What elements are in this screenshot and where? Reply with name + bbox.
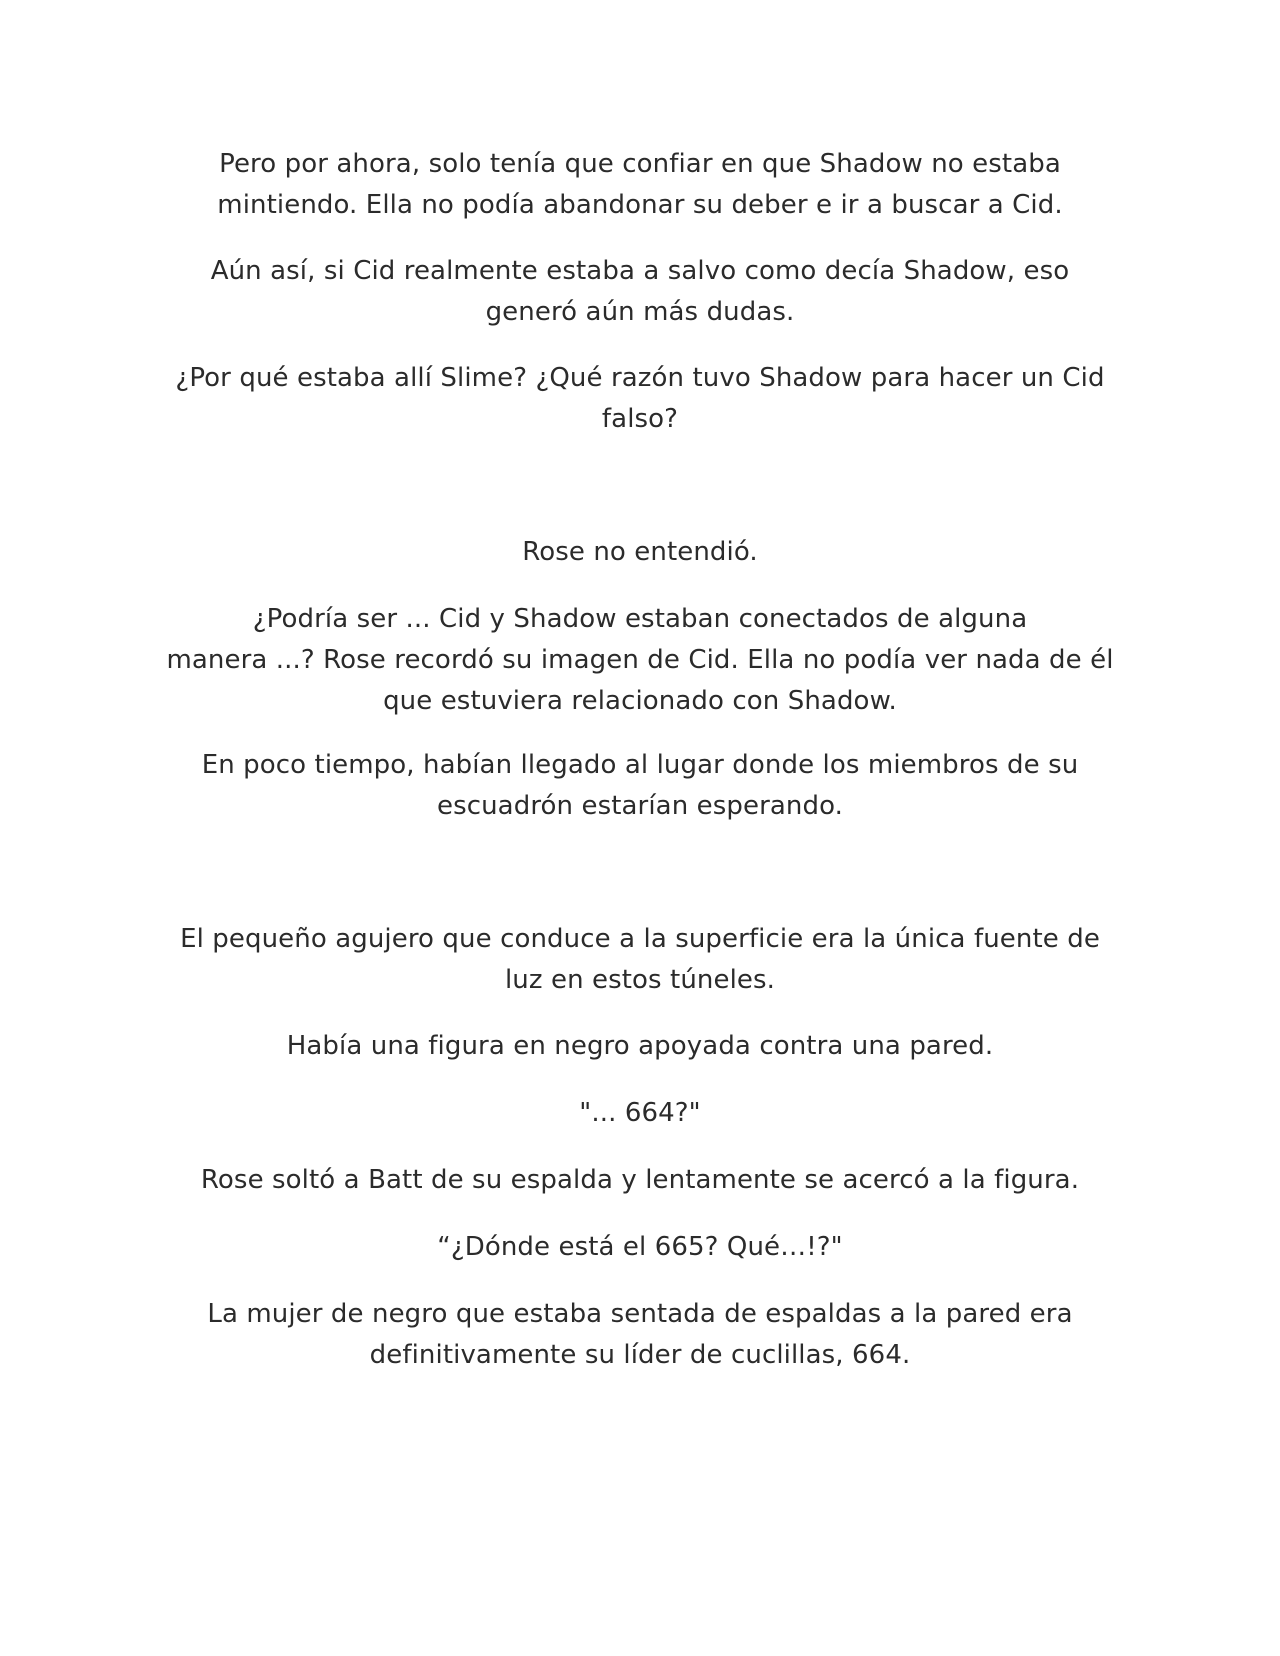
- text-line: manera ...? Rose recordó su imagen de Cid. Ella no podía ver nada de él: [166, 645, 1114, 675]
- text-line: ¿Podría ser ... Cid y Shadow estaban conectados de alguna: [252, 604, 1028, 634]
- text-line: Aún así, si Cid realmente estaba a salvo como decía Shadow, eso: [210, 256, 1070, 286]
- text-line: definitivamente su líder de cuclillas, 664.: [369, 1340, 911, 1370]
- text-line: Rose soltó a Batt de su espalda y lentamente se acercó a la figura.: [200, 1165, 1080, 1195]
- paragraph-2: [160, 251, 1120, 333]
- text-line: "... 664?": [579, 1098, 701, 1128]
- paragraph-8: [160, 1026, 1120, 1067]
- text-line: Pero por ahora, solo tenía que confiar en que Shadow no estaba: [219, 149, 1061, 179]
- paragraph-3: [160, 358, 1120, 440]
- paragraph-10: [160, 1160, 1120, 1201]
- text-line: generó aún más dudas.: [485, 297, 795, 327]
- paragraph-6: [160, 745, 1120, 827]
- paragraph-11: [160, 1227, 1120, 1268]
- text-line: El pequeño agujero que conduce a la superficie era la única fuente de: [180, 924, 1100, 954]
- paragraph-4: [160, 532, 1120, 573]
- text-line: mintiendo. Ella no podía abandonar su deber e ir a buscar a Cid.: [217, 190, 1063, 220]
- paragraph-1: [160, 144, 1120, 226]
- text-line: Había una figura en negro apoyada contra una pared.: [286, 1031, 994, 1061]
- text-line: “¿Dónde está el 665? Qué…!?": [437, 1232, 843, 1262]
- text-line: falso?: [601, 404, 679, 434]
- text-line: En poco tiempo, habían llegado al lugar donde los miembros de su: [201, 750, 1079, 780]
- text-line: escuadrón estarían esperando.: [436, 791, 844, 821]
- text-line: ¿Por qué estaba allí Slime? ¿Qué razón tuvo Shadow para hacer un Cid: [175, 363, 1105, 393]
- paragraph-5: [160, 599, 1120, 722]
- text-line: luz en estos túneles.: [504, 965, 776, 995]
- paragraph-7: [160, 919, 1120, 1001]
- paragraph-9: [160, 1093, 1120, 1134]
- text-line: La mujer de negro que estaba sentada de espaldas a la pared era: [207, 1299, 1073, 1329]
- paragraph-12: [160, 1294, 1120, 1376]
- text-line: que estuviera relacionado con Shadow.: [383, 686, 897, 716]
- text-line: Rose no entendió.: [522, 537, 758, 567]
